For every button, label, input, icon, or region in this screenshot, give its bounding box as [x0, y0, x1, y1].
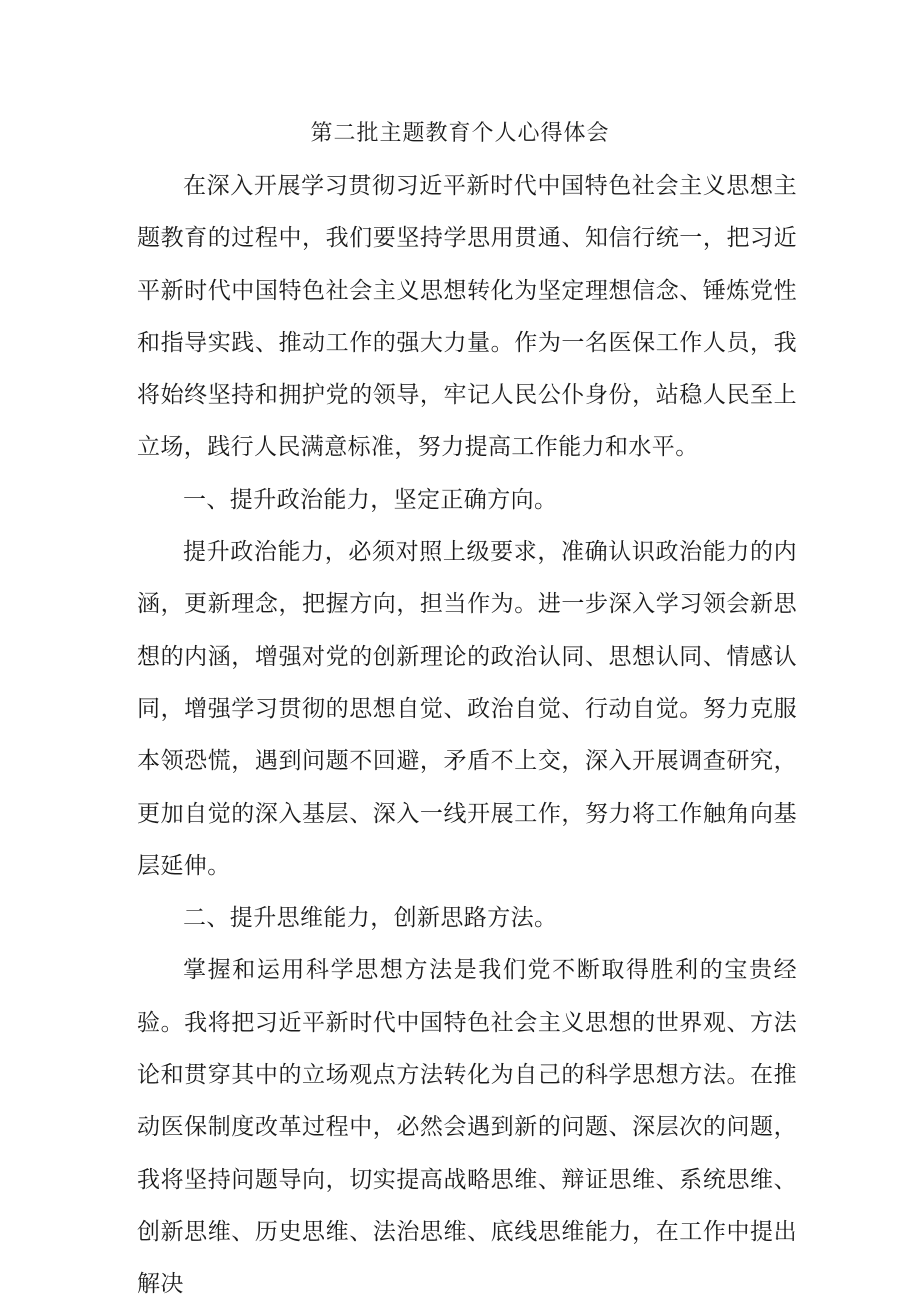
document-title: 第二批主题教育个人心得体会: [310, 121, 610, 146]
section-1-paragraph: 提升政治能力，必须对照上级要求，准确认识政治能力的内涵，更新理念，把握方向，担当作为。进一步深入学习领会新思想的内涵，增强对党的创新理论的政治认同、思想认同、情感认同，增强学习贯彻的思想自觉、政治自觉、行动自觉。努力克服本领恐慌，遇到问题不回避，矛盾不上交，深入开展调查研究，更加自觉的深入基层、深入一线开展工作，努力将工作触角向基层延伸。: [137, 539, 797, 879]
document-body: [137, 160, 797, 1311]
intro-paragraph: 在深入开展学习贯彻习近平新时代中国特色社会主义思想主题教育的过程中，我们要坚持学思用贯通、知信行统一，把习近平新时代中国特色社会主义思想转化为坚定理想信念、锤炼党性和指导实践、推动工作的强大力量。作为一名医保工作人员，我将始终坚持和拥护党的领导，牢记人民公仆身份，站稳人民至上立场，践行人民满意标准，努力提高工作能力和水平。: [137, 173, 797, 461]
section-heading-1: 一、提升政治能力，坚定正确方向。: [183, 486, 558, 513]
section-heading-2: 二、提升思维能力，创新思路方法。: [183, 905, 558, 932]
section-2-paragraph: 掌握和运用科学思想方法是我们党不断取得胜利的宝贵经验。我将把习近平新时代中国特色社会主义思想的世界观、方法论和贯穿其中的立场观点方法转化为自己的科学思想方法。在推动医保制度改革过程中，必然会遇到新的问题、深层次的问题，我将坚持问题导向，切实提高战略思维、辩证思维、系统思维、创新思维、历史思维、法治思维、底线思维能力，在工作中提出解决: [137, 957, 797, 1298]
